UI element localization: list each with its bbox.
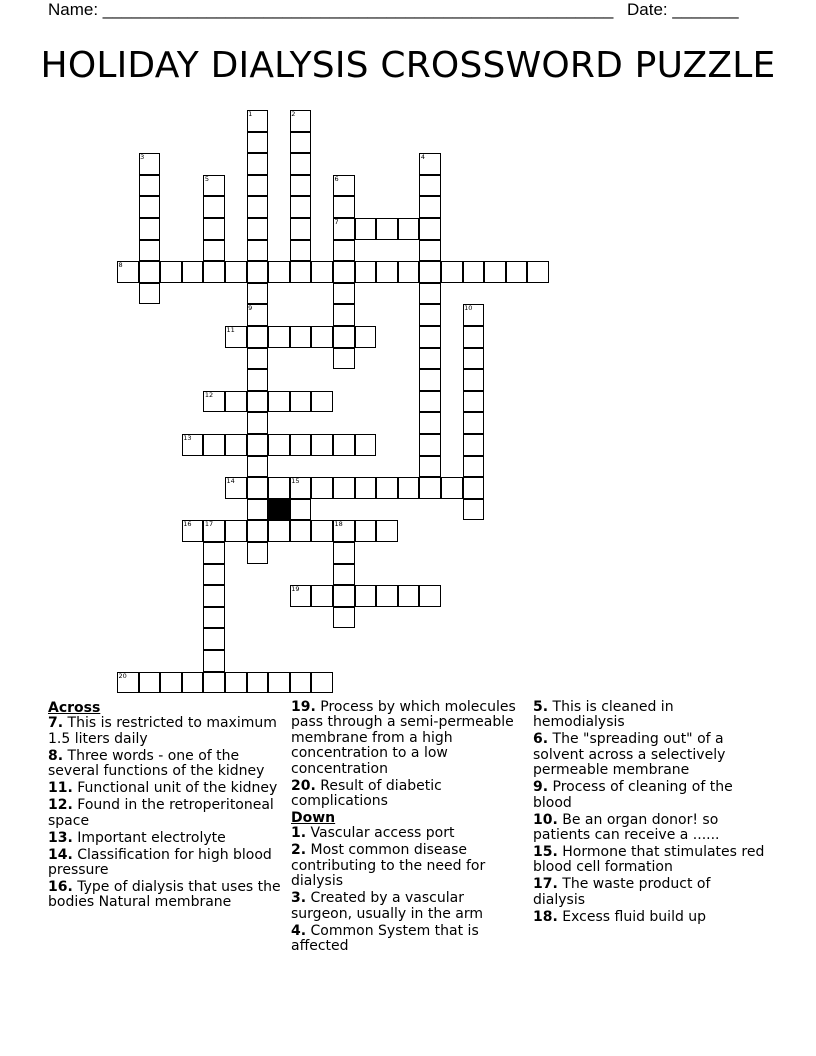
grid-cell[interactable] <box>441 261 463 283</box>
grid-cell[interactable] <box>225 261 247 283</box>
grid-cell[interactable] <box>506 261 528 283</box>
grid-cell[interactable] <box>139 672 161 694</box>
clue-number: 18 <box>334 520 343 529</box>
grid-cell[interactable] <box>463 326 485 348</box>
clue-number: 5 <box>204 174 210 183</box>
grid-cell[interactable] <box>463 434 485 456</box>
across-clue: 16. Type of dialysis that uses the bodies Natural membrane <box>48 879 281 911</box>
grid-cell[interactable] <box>419 261 441 283</box>
clue-number: 17 <box>204 520 214 529</box>
grid-cell[interactable] <box>290 196 312 218</box>
grid-cell[interactable] <box>203 672 225 694</box>
grid-cell[interactable] <box>463 477 485 499</box>
grid-cell[interactable] <box>419 585 441 607</box>
grid-cell[interactable] <box>268 477 290 499</box>
grid-cell[interactable] <box>333 304 355 326</box>
black-square <box>268 499 290 521</box>
grid-cell[interactable] <box>419 412 441 434</box>
grid-cell[interactable] <box>355 326 377 348</box>
grid-cell[interactable] <box>290 153 312 175</box>
grid-cell[interactable] <box>355 434 377 456</box>
grid-cell[interactable] <box>290 132 312 154</box>
down-clue: 1. Vascular access port <box>291 825 455 842</box>
across-clue: 8. Three words - one of the several functions of the kidney <box>48 747 265 780</box>
grid-cell[interactable] <box>247 520 269 542</box>
grid-cell[interactable] <box>311 520 333 542</box>
grid-cell[interactable] <box>333 196 355 218</box>
grid-cell[interactable] <box>290 261 312 283</box>
clue-number: 15 <box>291 477 300 486</box>
grid-cell[interactable] <box>527 261 549 283</box>
grid-cell[interactable] <box>311 261 333 283</box>
down-clue: 9. Process of cleaning of the blood <box>533 779 733 811</box>
grid-cell[interactable] <box>203 240 225 262</box>
grid-cell[interactable] <box>311 672 333 694</box>
grid-cell[interactable] <box>333 542 355 564</box>
grid-cell[interactable] <box>311 326 333 348</box>
grid-cell[interactable] <box>355 218 377 240</box>
down-clue: 15. Hormone that stimulates red blood cell formation <box>533 844 765 876</box>
grid-cell[interactable] <box>398 585 420 607</box>
grid-cell[interactable] <box>290 326 312 348</box>
grid-cell[interactable] <box>290 499 312 521</box>
grid-cell[interactable] <box>441 477 463 499</box>
grid-cell[interactable] <box>419 218 441 240</box>
clue-column-3 <box>533 700 765 927</box>
page-title: HOLIDAY DIALYSIS CROSSWORD PUZZLE <box>40 45 776 86</box>
grid-cell[interactable] <box>247 456 269 478</box>
grid-cell[interactable] <box>398 261 420 283</box>
across-clue: 13. Important electrolyte <box>48 829 226 846</box>
grid-cell[interactable] <box>247 542 269 564</box>
grid-cell[interactable] <box>355 477 377 499</box>
grid-cell[interactable] <box>139 175 161 197</box>
grid-cell[interactable] <box>247 391 269 413</box>
grid-cell[interactable] <box>398 218 420 240</box>
down-clue: 4. Common System that is affected <box>291 922 479 955</box>
clue-number: 2 <box>291 110 296 118</box>
grid-cell[interactable] <box>139 261 161 283</box>
grid-cell[interactable] <box>247 153 269 175</box>
grid-cell[interactable] <box>247 261 269 283</box>
clue-number: 7 <box>334 218 339 226</box>
grid-cell[interactable] <box>311 391 333 413</box>
clue-number: 11 <box>226 326 235 334</box>
grid-cell[interactable] <box>355 261 377 283</box>
grid-cell[interactable] <box>419 196 441 218</box>
grid-cell[interactable] <box>333 607 355 629</box>
down-clue: 2. Most common disease contributing to the need for dialysis <box>291 842 486 890</box>
across-clue: 11. Functional unit of the kidney <box>48 780 278 797</box>
grid-cell[interactable] <box>203 607 225 629</box>
grid-cell[interactable] <box>333 564 355 586</box>
across-heading: Across <box>48 700 101 716</box>
grid-cell[interactable] <box>419 369 441 391</box>
clue-number: 9 <box>248 304 253 313</box>
grid-cell[interactable] <box>419 175 441 197</box>
clue-number: 3 <box>140 153 145 162</box>
grid-cell[interactable] <box>139 196 161 218</box>
grid-cell[interactable] <box>419 477 441 499</box>
clue-number: 19 <box>291 585 300 594</box>
down-clue: 10. Be an organ donor! so patients can receive a ...... <box>533 811 720 844</box>
grid-cell[interactable] <box>333 326 355 348</box>
grid-cell[interactable] <box>419 456 441 478</box>
grid-cell[interactable] <box>419 391 441 413</box>
down-heading: Down <box>291 810 336 827</box>
grid-cell[interactable] <box>247 196 269 218</box>
grid-cell[interactable] <box>376 261 398 283</box>
grid-cell[interactable] <box>139 218 161 240</box>
grid-cell[interactable] <box>419 434 441 456</box>
grid-cell[interactable] <box>225 434 247 456</box>
grid-cell[interactable] <box>268 520 290 542</box>
grid-cell[interactable] <box>463 261 485 283</box>
grid-cell[interactable] <box>225 391 247 413</box>
grid-cell[interactable] <box>376 477 398 499</box>
grid-cell[interactable] <box>203 585 225 607</box>
grid-cell[interactable] <box>290 672 312 694</box>
grid-cell[interactable] <box>355 520 377 542</box>
grid-cell[interactable] <box>311 585 333 607</box>
grid-cell[interactable] <box>203 650 225 672</box>
grid-cell[interactable] <box>247 369 269 391</box>
grid-cell[interactable] <box>247 477 269 499</box>
across-clue: 7. This is restricted to maximum 1.5 liters daily <box>48 715 277 747</box>
clue-number: 20 <box>118 671 127 680</box>
grid-cell[interactable] <box>398 477 420 499</box>
grid-cell[interactable] <box>463 412 485 434</box>
clue-number: 12 <box>204 390 214 399</box>
grid-cell[interactable] <box>225 672 247 694</box>
grid-cell[interactable] <box>247 499 269 521</box>
grid-cell[interactable] <box>203 196 225 218</box>
clue-number: 14 <box>226 477 235 486</box>
grid-cell[interactable] <box>182 672 204 694</box>
grid-cell[interactable] <box>160 261 182 283</box>
grid-cell[interactable] <box>247 132 269 154</box>
grid-cell[interactable] <box>463 499 485 521</box>
clue-number: 1 <box>248 110 253 118</box>
grid-cell[interactable] <box>203 218 225 240</box>
across-clue: 12. Found in the retroperitoneal space <box>48 797 274 829</box>
grid-cell[interactable] <box>376 218 398 240</box>
grid-cell[interactable] <box>247 175 269 197</box>
grid-cell[interactable] <box>333 434 355 456</box>
grid-cell[interactable] <box>333 477 355 499</box>
clue-number: 4 <box>420 153 426 162</box>
grid-cell[interactable] <box>268 391 290 413</box>
grid-cell[interactable] <box>268 672 290 694</box>
clue-column-2 <box>291 700 523 956</box>
grid-cell[interactable] <box>333 585 355 607</box>
grid-cell[interactable] <box>290 434 312 456</box>
grid-cell[interactable] <box>419 348 441 370</box>
grid-cell[interactable] <box>160 672 182 694</box>
grid-cell[interactable] <box>333 283 355 305</box>
grid-cell[interactable] <box>419 283 441 305</box>
grid-cell[interactable] <box>311 477 333 499</box>
grid-cell[interactable] <box>463 391 485 413</box>
grid-cell[interactable] <box>247 240 269 262</box>
grid-cell[interactable] <box>419 240 441 262</box>
grid-cell[interactable] <box>268 434 290 456</box>
grid-cell[interactable] <box>355 585 377 607</box>
date-field[interactable]: Date: _______ <box>627 0 739 19</box>
clue-number: 13 <box>183 434 192 442</box>
down-clue: 17. The waste product of dialysis <box>533 876 711 908</box>
grid-cell[interactable] <box>290 240 312 262</box>
grid-cell[interactable] <box>203 434 225 456</box>
grid-cell[interactable] <box>203 628 225 650</box>
down-clue: 6. The "spreading out" of a solvent across a selectively permeable membrane <box>533 731 726 779</box>
down-clue: 18. Excess fluid build up <box>533 908 707 925</box>
grid-cell[interactable] <box>225 520 247 542</box>
clue-number: 6 <box>334 174 339 183</box>
grid-cell[interactable] <box>463 348 485 370</box>
grid-cell[interactable] <box>463 456 485 478</box>
grid-cell[interactable] <box>484 261 506 283</box>
grid-cell[interactable] <box>333 240 355 262</box>
down-clue: 3. Created by a vascular surgeon, usually in the arm <box>291 890 484 922</box>
grid-cell[interactable] <box>139 283 161 305</box>
grid-cell[interactable] <box>247 412 269 434</box>
grid-cell[interactable] <box>247 348 269 370</box>
grid-cell[interactable] <box>203 261 225 283</box>
grid-cell[interactable] <box>333 348 355 370</box>
grid-cell[interactable] <box>376 585 398 607</box>
grid-cell[interactable] <box>247 434 269 456</box>
grid-cell[interactable] <box>182 261 204 283</box>
clue-column-1 <box>48 700 284 912</box>
grid-cell[interactable] <box>203 564 225 586</box>
grid-cell[interactable] <box>268 261 290 283</box>
grid-cell[interactable] <box>247 283 269 305</box>
grid-cell[interactable] <box>247 672 269 694</box>
grid-cell[interactable] <box>247 218 269 240</box>
grid-cell[interactable] <box>463 369 485 391</box>
grid-cell[interactable] <box>247 326 269 348</box>
grid-cell[interactable] <box>290 218 312 240</box>
grid-cell[interactable] <box>419 304 441 326</box>
grid-cell[interactable] <box>290 391 312 413</box>
across-clue: 14. Classification for high blood pressure <box>48 846 272 879</box>
grid-cell[interactable] <box>203 542 225 564</box>
clue-number: 10 <box>464 304 473 313</box>
grid-cell[interactable] <box>290 520 312 542</box>
name-field[interactable]: Name: ______________________________________________________ <box>48 0 614 19</box>
grid-cell[interactable] <box>311 434 333 456</box>
down-clue: 5. This is cleaned in hemodialysis <box>533 699 674 731</box>
clue-number: 8 <box>118 261 123 270</box>
clue-number: 16 <box>183 520 192 529</box>
grid-cell[interactable] <box>139 240 161 262</box>
grid-cell[interactable] <box>290 175 312 197</box>
grid-cell[interactable] <box>333 261 355 283</box>
grid-cell[interactable] <box>268 326 290 348</box>
grid-cell[interactable] <box>419 326 441 348</box>
across-clue: 20. Result of diabetic complications <box>291 777 442 810</box>
grid-cell[interactable] <box>376 520 398 542</box>
across-clue: 19. Process by which molecules pass through a semi-permeable membrane from a high concentration to a low concentration <box>291 699 516 777</box>
